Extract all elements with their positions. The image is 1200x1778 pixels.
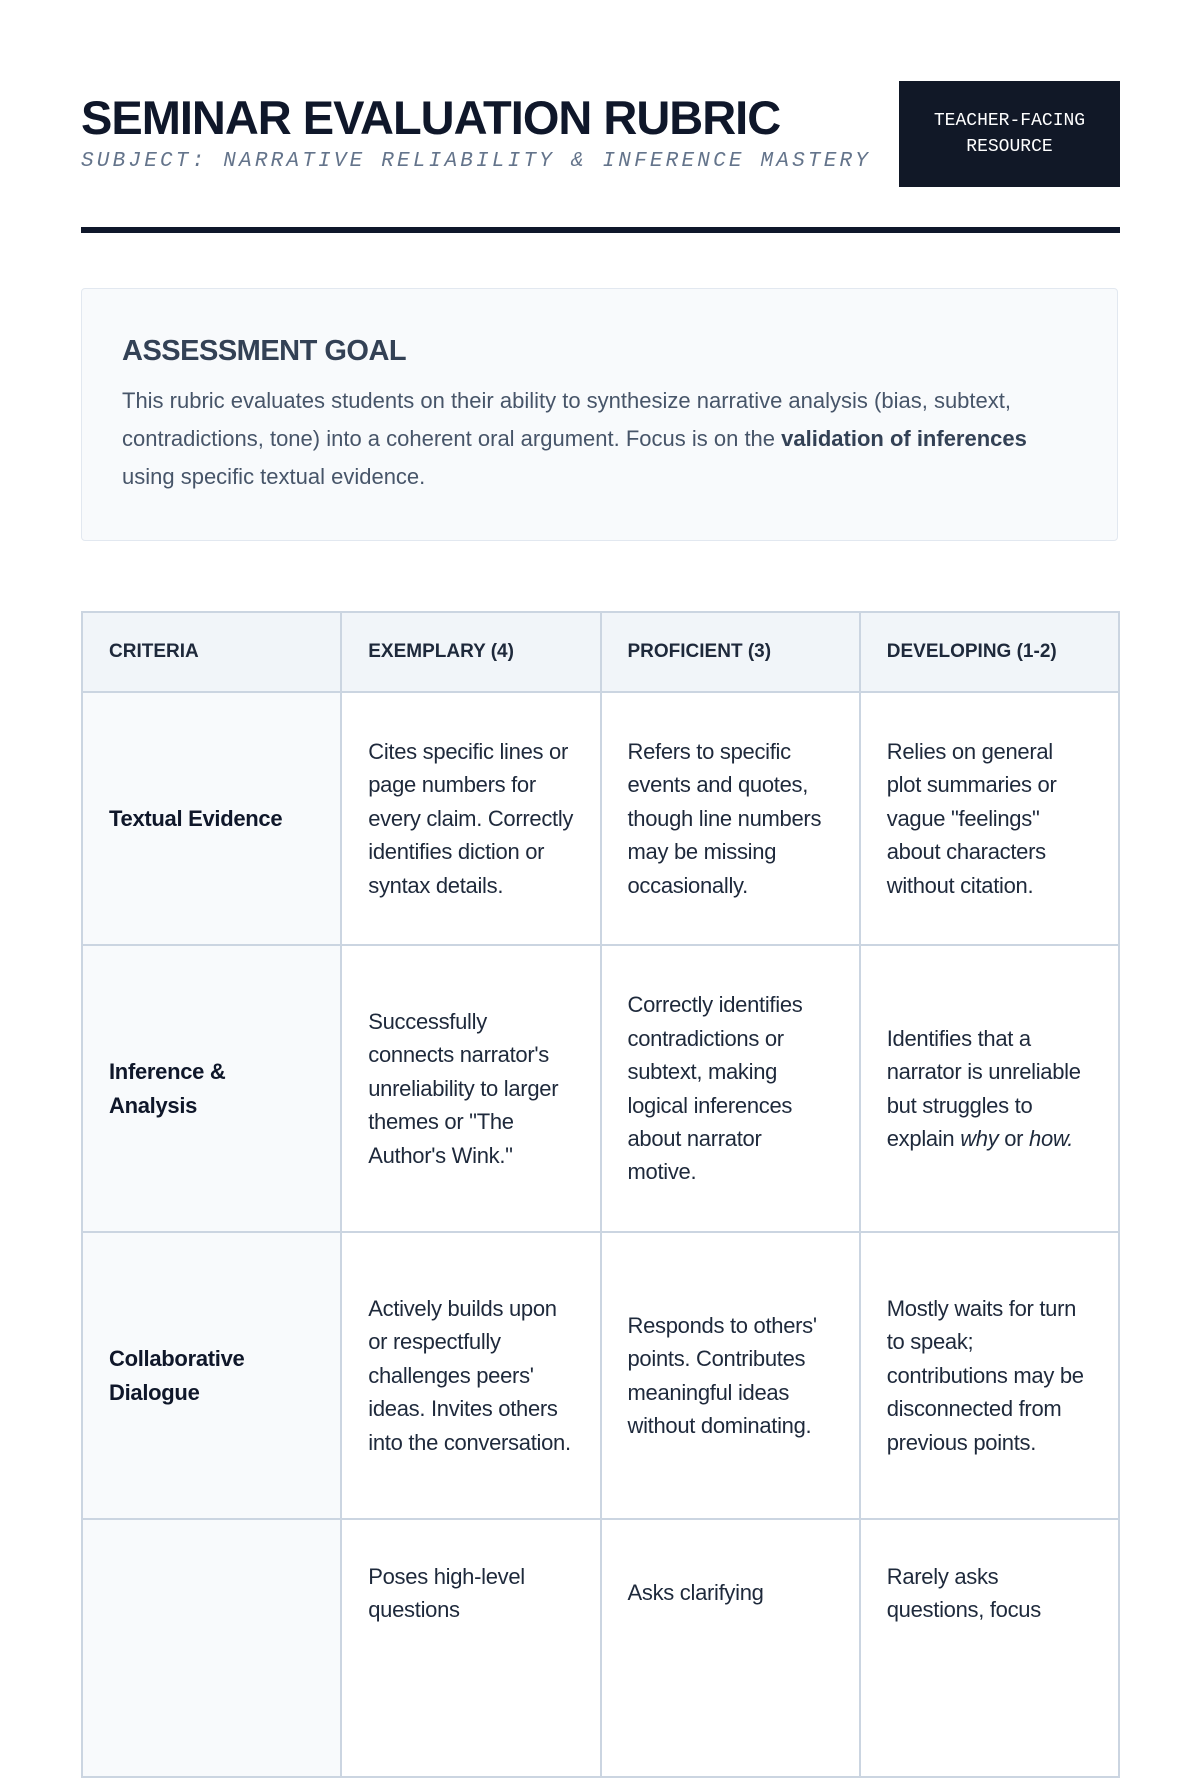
page-subtitle: SUBJECT: NARRATIVE RELIABILITY & INFERENCE MASTERY [81,150,872,173]
developing-cell [860,945,1119,1232]
table-row [82,692,1119,945]
proficient-cell: Asks clarifying [601,1519,860,1777]
badge-line-1: TEACHER-FACING [933,111,1086,131]
table-row [82,1519,1119,1777]
cell-emphasis: how. [1029,1125,1074,1151]
badge-line-2: RESOURCE [966,137,1053,157]
criteria-cell: Inference & Analysis [82,945,341,1232]
header-developing: DEVELOPING (1-2) [860,612,1119,692]
header-exemplary: EXEMPLARY (4) [341,612,600,692]
rubric-table [81,611,1120,1778]
criteria-cell: Collaborative Dialogue [82,1232,341,1519]
assessment-goal-heading: ASSESSMENT GOAL [122,335,407,367]
exemplary-cell: Actively builds upon or respectfully challenges peers' ideas. Invites others into the conversation. [341,1232,600,1519]
exemplary-cell: Successfully connects narrator's unreliability to larger themes or "The Author's Wink." [341,945,600,1232]
proficient-cell: Responds to others' points. Contributes meaningful ideas without dominating. [601,1232,860,1519]
criteria-cell: Textual Evidence [82,692,341,945]
developing-cell: Rarely asks questions, focus [860,1519,1119,1777]
exemplary-cell: Poses high-level questions [341,1519,600,1777]
criteria-cell [82,1519,341,1777]
page-title: SEMINAR EVALUATION RUBRIC [81,91,781,144]
cell-text: Identifies that a narrator is unreliable but struggles to explain [886,1025,1081,1151]
proficient-cell: Refers to specific events and quotes, though line numbers may be missing occasionally. [601,692,860,945]
proficient-cell: Correctly identifies contradictions or subtext, making logical inferences about narrator motive. [601,945,860,1232]
assessment-goal-text [122,382,1077,496]
teacher-facing-badge [899,81,1120,187]
assessment-goal-box [81,288,1118,541]
goal-text-part: using specific textual evidence. [122,464,426,489]
table-header-row [82,612,1119,692]
goal-text-part: This rubric evaluates students on their ability to synthesize narrative analysis (bias, subtext, contradictions, tone) into a coherent oral argument. Focus is on the [122,388,1011,451]
developing-cell: Relies on general plot summaries or vague "feelings" about characters without citation. [860,692,1119,945]
exemplary-cell: Cites specific lines or page numbers for every claim. Correctly identifies diction or syntax details. [341,692,600,945]
header-divider [81,227,1120,233]
cell-text: or [998,1125,1030,1151]
cell-emphasis: why [960,1125,999,1151]
goal-text-bold: validation of inferences [781,426,1027,451]
header-proficient: PROFICIENT (3) [601,612,860,692]
table-row [82,1232,1119,1519]
table-row [82,945,1119,1232]
developing-cell: Mostly waits for turn to speak; contributions may be disconnected from previous points. [860,1232,1119,1519]
header-criteria: CRITERIA [82,612,341,692]
